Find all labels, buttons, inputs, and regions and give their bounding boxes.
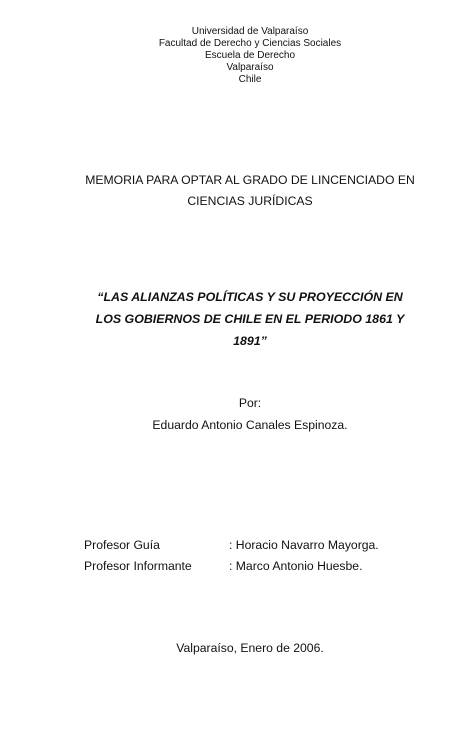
school-name: Escuela de Derecho	[204, 50, 296, 61]
place-date: Valparaíso, Enero de 2006.	[176, 641, 324, 655]
advisor-role: Profesor Guía	[84, 538, 160, 552]
advisor-role: Profesor Informante	[84, 559, 192, 573]
thesis-title-line-2: LOS GOBIERNOS DE CHILE EN EL PERIODO 1861 Y	[95, 312, 405, 326]
author-name: Eduardo Antonio Canales Espinoza.	[152, 418, 348, 432]
advisor-row	[84, 556, 379, 577]
author-block	[60, 392, 440, 436]
country-name: Chile	[238, 74, 262, 85]
advisor-name: : Horacio Navarro Mayorga.	[229, 538, 379, 552]
faculty-name: Facultad de Derecho y Ciencias Sociales	[158, 38, 342, 49]
advisor-row	[84, 535, 379, 556]
thesis-title	[60, 286, 440, 352]
thesis-title-line-3: 1891”	[233, 334, 267, 348]
thesis-title-line-1: “LAS ALIANZAS POLÍTICAS Y SU PROYECCIÓN EN	[97, 290, 403, 304]
degree-line-2: CIENCIAS JURÍDICAS	[187, 194, 313, 208]
degree-line-1: MEMORIA PARA OPTAR AL GRADO DE LINCENCIADO EN	[85, 173, 415, 187]
university-name: Universidad de Valparaíso	[191, 26, 309, 37]
by-label: Por:	[238, 396, 262, 410]
advisors-list	[84, 535, 379, 577]
city-name: Valparaíso	[226, 62, 274, 73]
degree-statement	[60, 170, 440, 212]
institution-header	[0, 26, 468, 86]
advisor-name: : Marco Antonio Huesbe.	[229, 559, 363, 573]
